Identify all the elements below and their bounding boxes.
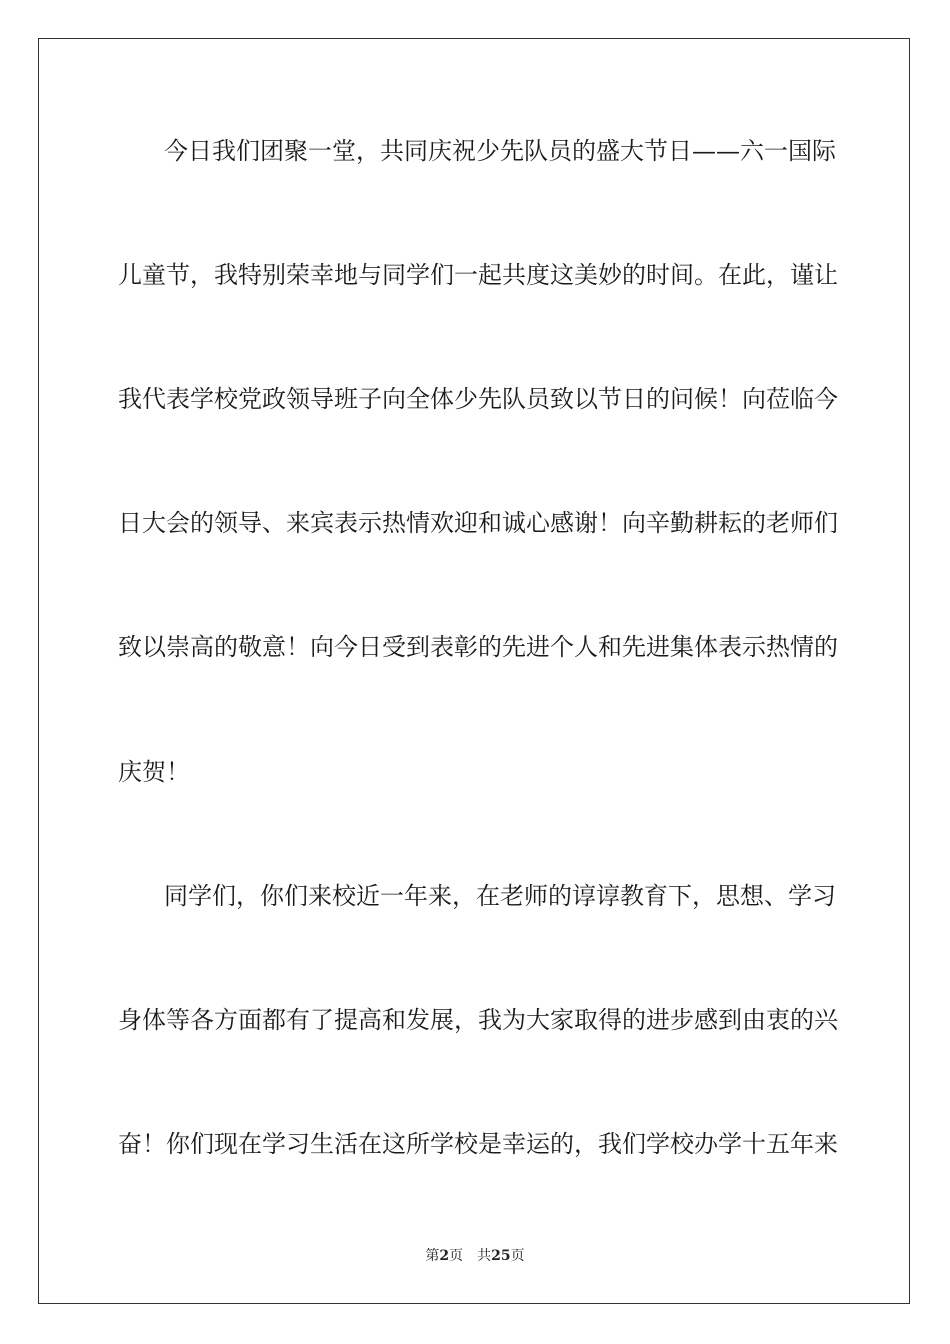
paragraph-1-line-2: 儿童节，我特别荣幸地与同学们一起共度这美妙的时间。在此，谨让	[118, 261, 838, 289]
paragraph-1-line-1: 今日我们团聚一堂，共同庆祝少先队员的盛大节日——六一国际	[164, 137, 836, 165]
paragraph-2-line-1: 同学们，你们来校近一年来，在老师的谆谆教育下，思想、学习	[164, 882, 836, 910]
footer-total-pages: 25	[491, 1248, 511, 1264]
paragraph-1-line-3: 我代表学校党政领导班子向全体少先队员致以节日的问候！向莅临今	[118, 385, 838, 413]
footer-total-suffix: 页	[510, 1248, 525, 1264]
paragraph-1-line-5: 致以崇高的敬意！向今日受到表彰的先进个人和先进集体表示热情的	[118, 633, 838, 661]
paragraph-2-line-3: 奋！你们现在学习生活在这所学校是幸运的，我们学校办学十五年来	[118, 1130, 838, 1158]
paragraph-1-line-4: 日大会的领导、来宾表示热情欢迎和诚心感谢！向辛勤耕耘的老师们	[118, 509, 838, 537]
footer-page-prefix: 第	[425, 1248, 440, 1264]
paragraph-1-line-6: 庆贺！	[118, 758, 190, 786]
footer-total-prefix: 共	[477, 1248, 492, 1264]
page-border	[38, 38, 910, 1304]
page-footer	[0, 1246, 950, 1266]
footer-current-page: 2	[439, 1248, 450, 1264]
paragraph-2-line-2: 身体等各方面都有了提高和发展，我为大家取得的进步感到由衷的兴	[118, 1006, 838, 1034]
footer-page-suffix: 页	[449, 1248, 464, 1264]
